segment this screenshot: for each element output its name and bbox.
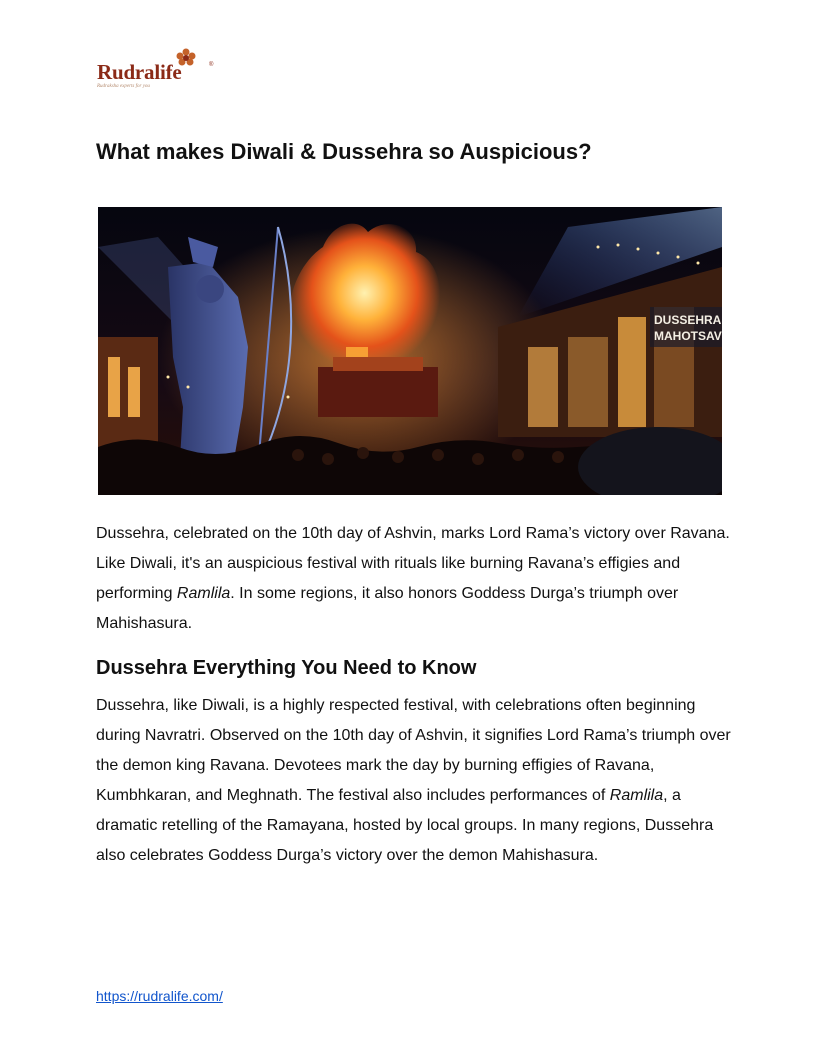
section-paragraph: Dussehra, like Diwali, is a highly respected festival, with celebrations often beginning during Navratri. Observed on the 10th day of Ashvin, it signifies Lord Rama’s triumph over the demon king Ravana. Devotees mark the day by burning effigies of Ravana, Kumbhkaran, and Meghnath. The festival also includes performances of Ramlila, a dramatic retelling of the Ramayana, hosted by local groups. In many regions, Dussehra also celebrates Goddess Durga’s victory over the demon Mahishasura.	[96, 697, 731, 864]
website-link[interactable]: https://rudralife.com/	[96, 988, 223, 1004]
dussehra-festival-image	[98, 207, 722, 495]
banner-line1: DUSSEHRA	[654, 313, 722, 327]
brand-logo	[97, 48, 237, 94]
dussehra-banner	[650, 307, 722, 347]
ramlila-emphasis: Ramlila	[609, 787, 664, 804]
ramlila-emphasis: Ramlila	[176, 585, 231, 602]
page-title: What makes Diwali & Dussehra so Auspicious?	[96, 139, 592, 164]
intro-paragraph: Dussehra, celebrated on the 10th day of Ashvin, marks Lord Rama’s victory over Ravana. Like Diwali, it's an auspicious festival with rituals like burning Ravana’s effigies and performing Ramlila. In some regions, it also honors Goddess Durga’s triumph over Mahishasura.	[96, 525, 730, 632]
section-heading: Dussehra Everything You Need to Know	[96, 657, 477, 679]
banner-line2: MAHOTSAV	[654, 329, 722, 343]
registered-mark: ®	[209, 62, 214, 68]
brand-tagline: Rudraksha experts for you	[97, 84, 150, 89]
brand-name: Rudralife	[97, 60, 182, 84]
